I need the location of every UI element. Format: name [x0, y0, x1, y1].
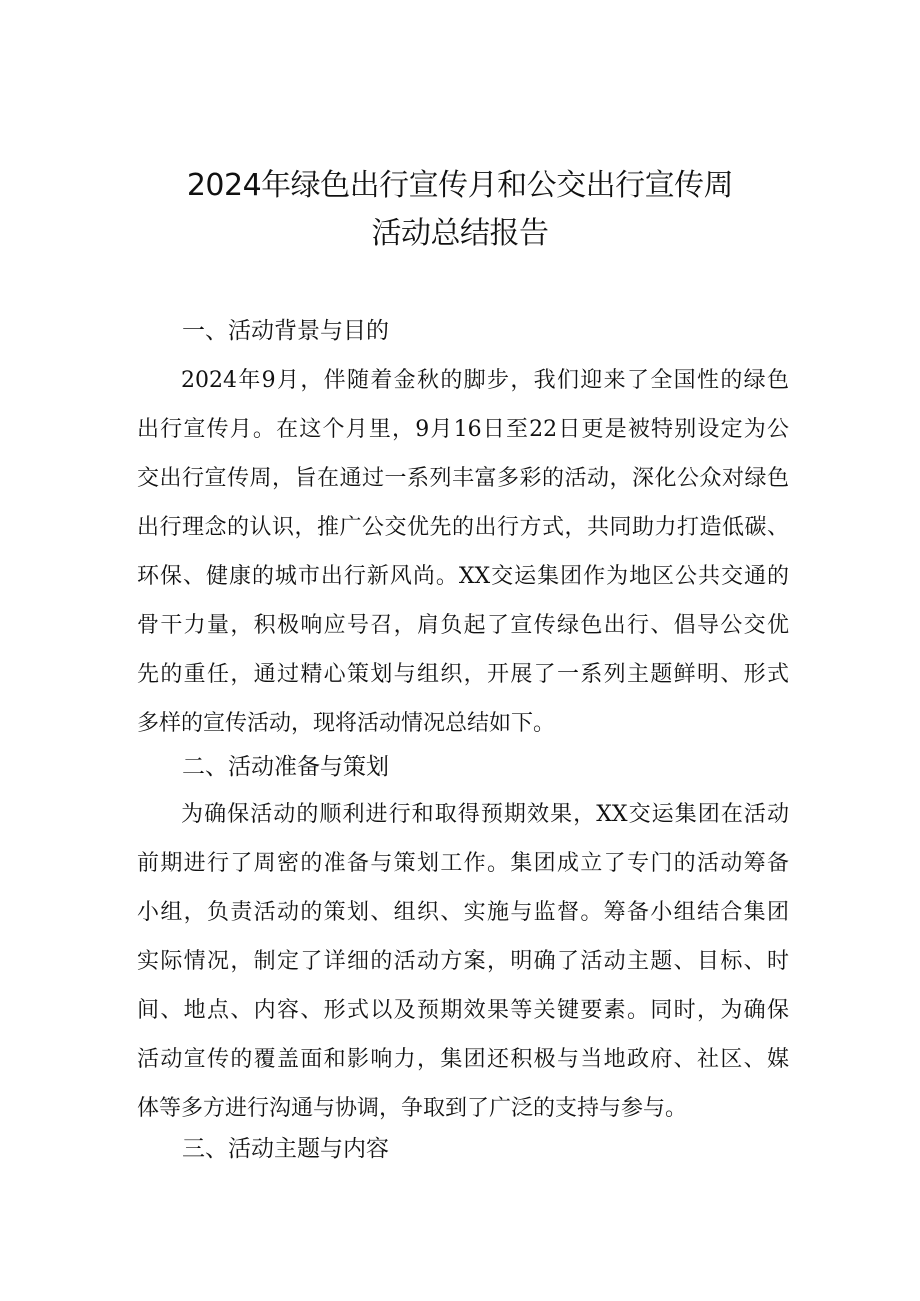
- paragraph-line: 体等多方进行沟通与协调，争取到了广泛的支持与参与。: [137, 1096, 688, 1121]
- paragraph-line: 出行理念的认识，推广公交优先的出行方式，共同助力打造低碳、: [137, 515, 789, 540]
- paragraph-line: 环保、健康的城市出行新风尚。XX交运集团作为地区公共交通的: [137, 564, 789, 589]
- paragraph-line: 为确保活动的顺利进行和取得预期效果，XX交运集团在活动: [181, 802, 789, 827]
- section-paragraph-preparation: [137, 790, 789, 1133]
- paragraph-line: 骨干力量，积极响应号召，肩负起了宣传绿色出行、倡导公交优: [137, 613, 789, 638]
- paragraph-line: 活动宣传的覆盖面和影响力，集团还积极与当地政府、社区、媒: [137, 1047, 789, 1072]
- section-heading-theme: 三、活动主题与内容: [182, 1136, 389, 1162]
- paragraph-line: 间、地点、内容、形式以及预期效果等关键要素。同时，为确保: [137, 998, 789, 1023]
- paragraph-line: 前期进行了周密的准备与策划工作。集团成立了专门的活动筹备: [137, 851, 789, 876]
- paragraph-line: 交出行宣传周，旨在通过一系列丰富多彩的活动，深化公众对绿色: [137, 466, 789, 491]
- paragraph-line: 出行宣传月。在这个月里，9月16日至22日更是被特别设定为公: [137, 417, 789, 442]
- section-heading-background: 一、活动背景与目的: [182, 318, 389, 344]
- paragraph-line: 先的重任，通过精心策划与组织，开展了一系列主题鲜明、形式: [137, 662, 789, 687]
- document-title-line-2: 活动总结报告: [371, 216, 549, 251]
- section-heading-preparation: 二、活动准备与策划: [182, 754, 389, 780]
- paragraph-line: 多样的宣传活动，现将活动情况总结如下。: [137, 711, 556, 736]
- paragraph-line: 实际情况，制定了详细的活动方案，明确了活动主题、目标、时: [137, 949, 789, 974]
- paragraph-line: 小组，负责活动的策划、组织、实施与监督。筹备小组结合集团: [137, 900, 789, 925]
- section-paragraph-background: [137, 356, 789, 748]
- paragraph-line: 2024年9月，伴随着金秋的脚步，我们迎来了全国性的绿色: [181, 368, 789, 393]
- document-title-line-1: 2024年绿色出行宣传月和公交出行宣传周: [186, 168, 734, 203]
